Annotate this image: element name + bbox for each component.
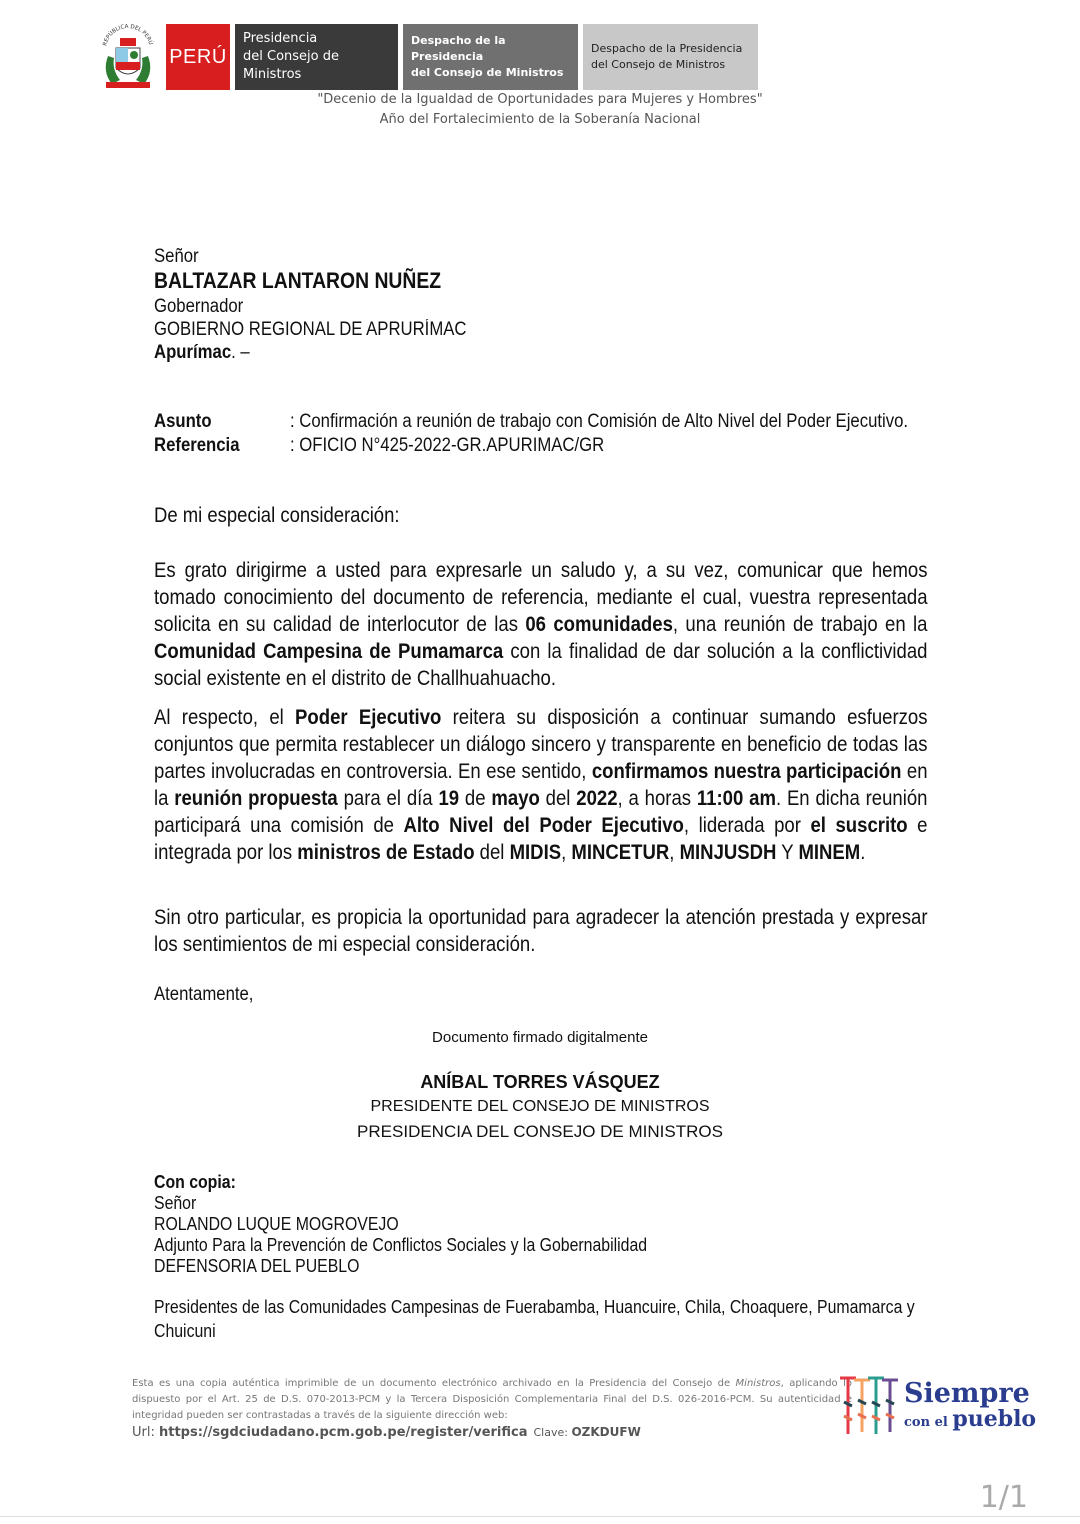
p1-bold: 06 comunidades bbox=[525, 613, 673, 636]
p2-text: . En dicha reunión participará una comisión de bbox=[154, 787, 928, 837]
p2-text: , bbox=[669, 841, 680, 864]
p2-bold: MINCETUR bbox=[571, 841, 670, 864]
paragraph-2 bbox=[154, 704, 928, 866]
pcm-line1: Presidencia bbox=[243, 31, 318, 46]
p2-text: , bbox=[561, 841, 572, 864]
p2-text: Y bbox=[776, 841, 799, 864]
paragraph-3: Sin otro particular, es propicia la oportunidad para agradecer la atención prestada y expresar los sentimientos de mi especial consideración. bbox=[154, 906, 928, 956]
p1-text: Es grato dirigirme a usted para expresarle un saludo y, a su vez, comunicar que hemos tomado conocimiento del documento de referencia, mediante el cual, vuestra representada solicita en su calidad de interlocutor de las bbox=[154, 559, 928, 636]
p2-bold: ministros de Estado bbox=[297, 841, 475, 864]
peru-label: PERÚ bbox=[169, 45, 227, 68]
logo-con-el: con el bbox=[904, 1415, 953, 1430]
url-label: Url: bbox=[132, 1425, 159, 1440]
logo-siempre: Siempre bbox=[904, 1378, 1030, 1409]
clave-value: OZKDUFW bbox=[571, 1425, 641, 1439]
footer-text: Esta es una copia auténtica imprimible de un documento electrónico archivado en la Presidencia del Consejo de bbox=[132, 1378, 736, 1389]
addressee-city-suffix: . – bbox=[231, 342, 250, 363]
p2-text: . bbox=[860, 841, 866, 864]
p2-bold: el suscrito bbox=[810, 814, 908, 837]
pcm-line2: del Consejo de Ministros bbox=[243, 49, 339, 82]
referencia-label: Referencia bbox=[154, 435, 240, 456]
closing: Atentamente, bbox=[154, 984, 254, 1005]
p2-text: en la bbox=[154, 760, 928, 810]
addressee-city: Apurímac bbox=[154, 342, 232, 363]
signer-title: PRESIDENTE DEL CONSEJO DE MINISTROS bbox=[370, 1098, 710, 1115]
p2-bold: 11:00 am bbox=[696, 787, 776, 810]
p2-bold: MIDIS bbox=[509, 841, 562, 864]
referencia-value: : OFICIO N°425-2022-GR.APURIMAC/GR bbox=[290, 435, 605, 456]
verification-line bbox=[132, 1425, 641, 1440]
despacho2-line2: del Consejo de Ministros bbox=[591, 58, 726, 71]
despacho-block-light bbox=[583, 24, 758, 90]
addressee-city-line bbox=[154, 340, 250, 366]
p2-text: reitera su disposición a continuar sumando esfuerzos conjuntos que permita restablecer un diálogo sincero y transparente en beneficio de todas las partes involucradas en controversia. En ese sentido, bbox=[154, 706, 928, 783]
p2-text: del bbox=[474, 841, 510, 864]
p1-text: con la finalidad de dar solución a la conflictividad social existente en el distrito de Challhuahuacho. bbox=[154, 640, 928, 690]
addressee-name: BALTAZAR LANTARON NUÑEZ bbox=[154, 268, 442, 293]
page-bottom-divider bbox=[0, 1516, 1080, 1517]
p2-text: del bbox=[539, 787, 577, 810]
p1-text: , una reunión de trabajo en la bbox=[672, 613, 928, 636]
p2-text: e integrada por los bbox=[154, 814, 928, 864]
logo-con-el-pueblo bbox=[904, 1406, 1036, 1432]
p2-text: para el día bbox=[337, 787, 439, 810]
pcm-block bbox=[235, 24, 398, 90]
p1-bold: Comunidad Campesina de Pumamarca bbox=[154, 640, 504, 663]
p2-bold: Alto Nivel del Poder Ejecutivo bbox=[403, 814, 684, 837]
footer-text: , aplicando lo dispuesto por el Art. 25 de D.S. 070-2013-PCM y la Tercera Disposición Complementaria Final del D.S. 026-2016-PCM. Su autenticidad e integridad pueden ser contrastadas a través de la siguiente dirección web: bbox=[132, 1378, 852, 1421]
despacho-block-dark bbox=[403, 24, 578, 90]
p2-bold: Poder Ejecutivo bbox=[295, 706, 442, 729]
decenio-text: "Decenio de la Igualdad de Oportunidades para Mujeres y Hombres" bbox=[317, 92, 763, 107]
cc-others: Presidentes de las Comunidades Campesinas de Fuerabamba, Huancuire, Chila, Choaquere, Pumamarca y Chuicuni bbox=[154, 1297, 915, 1341]
p2-bold: mayo bbox=[491, 787, 540, 810]
paragraph-1 bbox=[154, 557, 928, 692]
asunto-label: Asunto bbox=[154, 411, 212, 432]
people-figures-icon bbox=[836, 1372, 900, 1440]
p2-bold: 19 bbox=[438, 787, 460, 810]
p2-bold: confirmamos nuestra participación bbox=[591, 760, 902, 783]
page-indicator: 1/1 bbox=[979, 1480, 1028, 1515]
cc-salutation: Señor bbox=[154, 1193, 197, 1213]
addressee-salutation: Señor bbox=[154, 246, 199, 267]
cc-position: Adjunto Para la Prevención de Conflictos Sociales y la Gobernabilidad bbox=[154, 1235, 648, 1255]
signer-org: PRESIDENCIA DEL CONSEJO DE MINISTROS bbox=[357, 1122, 723, 1141]
despacho1-line2: del Consejo de Ministros bbox=[411, 66, 564, 79]
asunto-value: : Confirmación a reunión de trabajo con Comisión de Alto Nivel del Poder Ejecutivo. bbox=[290, 411, 909, 432]
p2-text: , liderada por bbox=[683, 814, 811, 837]
digital-signature-note: Documento firmado digitalmente bbox=[432, 1029, 648, 1046]
footer-text-italic: Ministros bbox=[735, 1378, 781, 1389]
despacho2-line1: Despacho de la Presidencia bbox=[591, 42, 743, 55]
logo-pueblo: pueblo bbox=[952, 1406, 1037, 1432]
p2-bold: 2022 bbox=[576, 787, 618, 810]
p2-bold: MINJUSDH bbox=[679, 841, 777, 864]
p2-bold: reunión propuesta bbox=[174, 787, 338, 810]
peru-brand-block bbox=[166, 24, 230, 90]
siempre-con-el-pueblo-logo bbox=[836, 1372, 1037, 1442]
cc-label: Con copia: bbox=[154, 1172, 236, 1192]
greeting: De mi especial consideración: bbox=[154, 504, 400, 527]
p2-text: de bbox=[459, 787, 492, 810]
despacho1-line1: Despacho de la Presidencia bbox=[411, 34, 506, 63]
clave-label: Clave: bbox=[533, 1426, 572, 1439]
verification-url[interactable]: https://sgdciudadano.pcm.gob.pe/register/verifica bbox=[158, 1425, 528, 1440]
peru-coat-of-arms-icon bbox=[98, 22, 158, 92]
p2-text: , a horas bbox=[617, 787, 697, 810]
authenticity-note bbox=[132, 1376, 852, 1424]
addressee-entity: GOBIERNO REGIONAL DE APRURÍMAC bbox=[154, 319, 467, 340]
p2-text: Al respecto, el bbox=[154, 706, 296, 729]
signer-name: ANÍBAL TORRES VÁSQUEZ bbox=[420, 1072, 660, 1092]
p2-bold: MINEM bbox=[798, 841, 861, 864]
cc-name: ROLANDO LUQUE MOGROVEJO bbox=[154, 1214, 399, 1234]
addressee-position: Gobernador bbox=[154, 296, 244, 317]
cc-entity: DEFENSORIA DEL PUEBLO bbox=[154, 1256, 360, 1276]
anio-text: Año del Fortalecimiento de la Soberanía Nacional bbox=[379, 112, 701, 127]
svg-text:REPÚBLICA DEL PERÚ: REPÚBLICA DEL PERÚ bbox=[102, 23, 154, 47]
